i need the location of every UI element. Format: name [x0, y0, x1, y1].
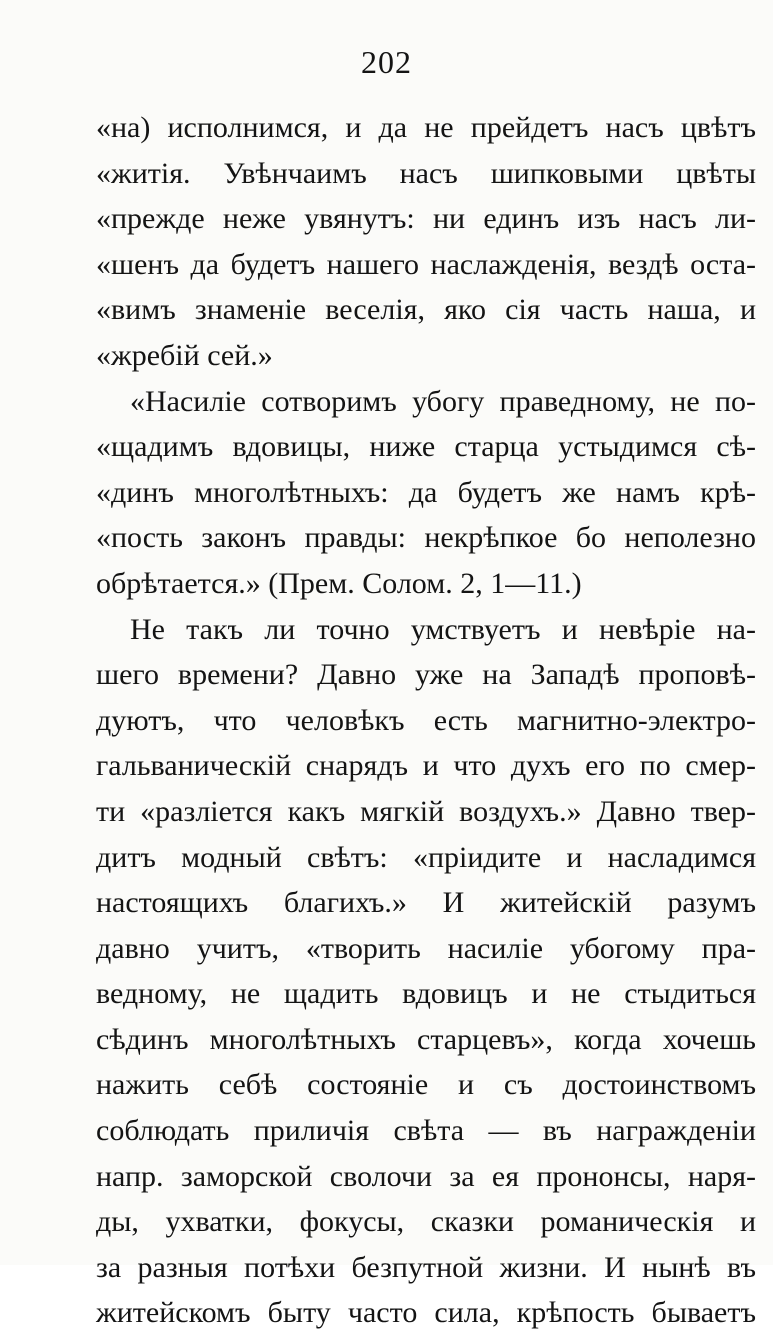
- text-line: житейскомъ быту часто сила, крѣпость бываетъ: [96, 1296, 756, 1330]
- text-line: «на) исполнимся, и да не прейдетъ насъ цвѣтъ: [96, 111, 756, 144]
- text-line: ведному, не щадить вдовицъ и не стыдиться: [96, 977, 756, 1011]
- text-line: «прежде неже увянутъ: ни единъ изъ насъ ли-: [96, 202, 756, 236]
- text-line: напр. заморской сволочи за ея прононсы, наря-: [96, 1159, 756, 1193]
- text-line: ды, ухватки, фокусы, сказки романическія и: [96, 1205, 756, 1239]
- text-line: «шенъ да будетъ нашего наслажденія, вездѣ оста-: [96, 247, 756, 281]
- text-line: гальваническій снарядъ и что духъ его по смер-: [96, 749, 756, 783]
- body-text: [96, 105, 756, 1336]
- text-line: давно учитъ, «творить насиліе убогому пра-: [96, 931, 756, 965]
- text-line: «Насиліе сотворимъ убогу праведному, не по-: [130, 384, 756, 418]
- text-line: дитъ модный свѣтъ: «пріидите и насладимся: [96, 840, 756, 874]
- text-line: «динъ многолѣтныхъ: да будетъ же намъ крѣ-: [96, 475, 756, 509]
- text-line: нажить себѣ состояніе и съ достоинствомъ: [96, 1068, 756, 1102]
- text-line: ти «разліется какъ мягкій воздухъ.» Давно твер-: [96, 794, 756, 828]
- text-line: за разныя потѣхи безпутной жизни. И нынѣ въ: [96, 1250, 756, 1284]
- page-number: 202: [361, 44, 412, 80]
- text-line: дуютъ, что человѣкъ есть магнитно-электро-: [96, 703, 756, 737]
- text-line: настоящихъ благихъ.» И житейскій разумъ: [96, 886, 756, 920]
- text-line: «житія. Увѣнчаимъ насъ шипковыми цвѣты: [96, 156, 756, 190]
- text-line: «вимъ знаменіе веселія, яко сія часть наша, и: [96, 293, 756, 327]
- text-line: сѣдинъ многолѣтныхъ старцевъ», когда хочешь: [96, 1022, 756, 1056]
- text-line: «жребій сей.»: [96, 338, 273, 372]
- text-line: «пость законъ правды: некрѣпкое бо неполезно: [96, 521, 756, 555]
- text-line: «щадимъ вдовицы, ниже старца устыдимся сѣ-: [96, 430, 756, 464]
- text-line: обрѣтается.» (Прем. Солом. 2, 1—11.): [96, 566, 582, 600]
- text-line: Не такъ ли точно умствуетъ и невѣріе на-: [130, 612, 756, 646]
- text-line: шего времени? Давно уже на Западѣ проповѣ-: [96, 658, 756, 692]
- text-line: соблюдать приличія свѣта — въ награжденіи: [96, 1114, 756, 1148]
